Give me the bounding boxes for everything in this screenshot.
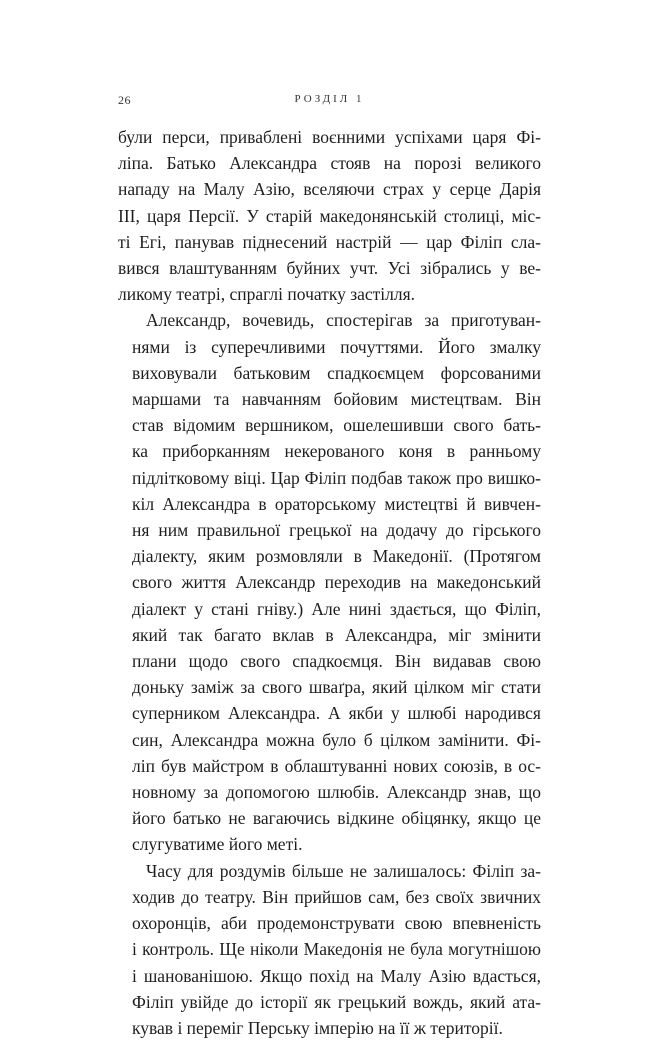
text-line: ка приборканням некерованого коня в ранньому — [132, 441, 541, 462]
text-line: і шанованішою. Якщо похід на Малу Азію вдасться, — [132, 965, 541, 986]
text-line: вився влаштуванням буйних учт. Усі зібрались у ве- — [118, 258, 541, 279]
text-line: діалекту, яким розмовляли в Македонії. (Протягом — [132, 546, 541, 567]
paragraph — [118, 307, 541, 857]
text-line: і контроль. Ще ніколи Македонія не була могутнішою — [132, 939, 541, 960]
body-text — [118, 124, 541, 1041]
text-line: Часу для роздумів більше не залишалось: Філіп за- — [146, 860, 541, 881]
text-line: виховували батьковим спадкоємцем форсованими — [132, 362, 541, 383]
text-line: нями із суперечливими почуттями. Його змалку — [132, 336, 541, 357]
chapter-title: РОЗДІЛ 1 — [294, 93, 365, 105]
text-line: маршами та навчанням бойовим мистецтвам. Він — [132, 389, 541, 410]
text-line: ліп був майстром в облаштуванні нових союзів, в ос- — [132, 755, 541, 776]
text-line: плани щодо свого спадкоємця. Він видавав свою — [132, 651, 541, 672]
text-line: свого життя Александр переходив на македонський — [132, 572, 541, 593]
text-line: син, Александра можна було б цілком замінити. Фі- — [132, 729, 541, 750]
text-line: нападу на Малу Азію, вселяючи страх у серце Дарія — [118, 179, 541, 200]
text-line: суперником Александра. А якби у шлюбі народився — [132, 703, 541, 724]
text-line: ті Егі, панував піднесений настрій — цар Філіп сла- — [118, 231, 541, 252]
text-line: його батько не вагаючись відкине обіцянку, якщо це — [132, 808, 541, 829]
text-line: доньку заміж за свого шваґра, який цілком міг стати — [132, 677, 541, 698]
text-line: ходив до театру. Він прийшов сам, без своїх звичних — [132, 886, 541, 907]
paragraph — [118, 124, 541, 307]
text-line: слугуватиме його меті. — [132, 834, 303, 855]
text-line: став відомим вершником, ошелешивши свого бать- — [132, 415, 541, 436]
text-line: який так багато вклав в Александра, міг змінити — [132, 624, 541, 645]
paragraph — [118, 858, 541, 1041]
text-line: Александр, вочевидь, спостерігав за приготуван- — [146, 310, 541, 331]
running-head — [118, 93, 541, 111]
text-line: ликому театрі, спраглі початку застілля. — [118, 284, 416, 305]
text-line: ня ним правильної грецької на додачу до гірського — [132, 520, 541, 541]
text-line: були перси, приваблені воєнними успіхами царя Фі- — [118, 127, 541, 147]
text-line: кував і переміг Перську імперію на її ж території. — [132, 1017, 503, 1038]
page-number: 26 — [118, 93, 131, 107]
text-line: Філіп увійде до історії як грецький вождь, який ата- — [132, 991, 541, 1012]
text-line: охоронців, аби продемонструвати свою впевненість — [132, 913, 541, 934]
text-line: кіл Александра в ораторському мистецтві й вивчен- — [132, 493, 541, 514]
text-line: діалект у стані гніву.) Але нині здається, що Філіп, — [132, 598, 541, 619]
text-line: підлітковому віці. Цар Філіп подбав також про вишко- — [132, 467, 541, 488]
text-line: III, царя Персії. У старій македонянській столиці, міс- — [118, 205, 541, 226]
text-line: новному за допомогою шлюбів. Александр знав, що — [132, 782, 541, 803]
text-line: ліпа. Батько Александра стояв на порозі великого — [118, 153, 541, 174]
